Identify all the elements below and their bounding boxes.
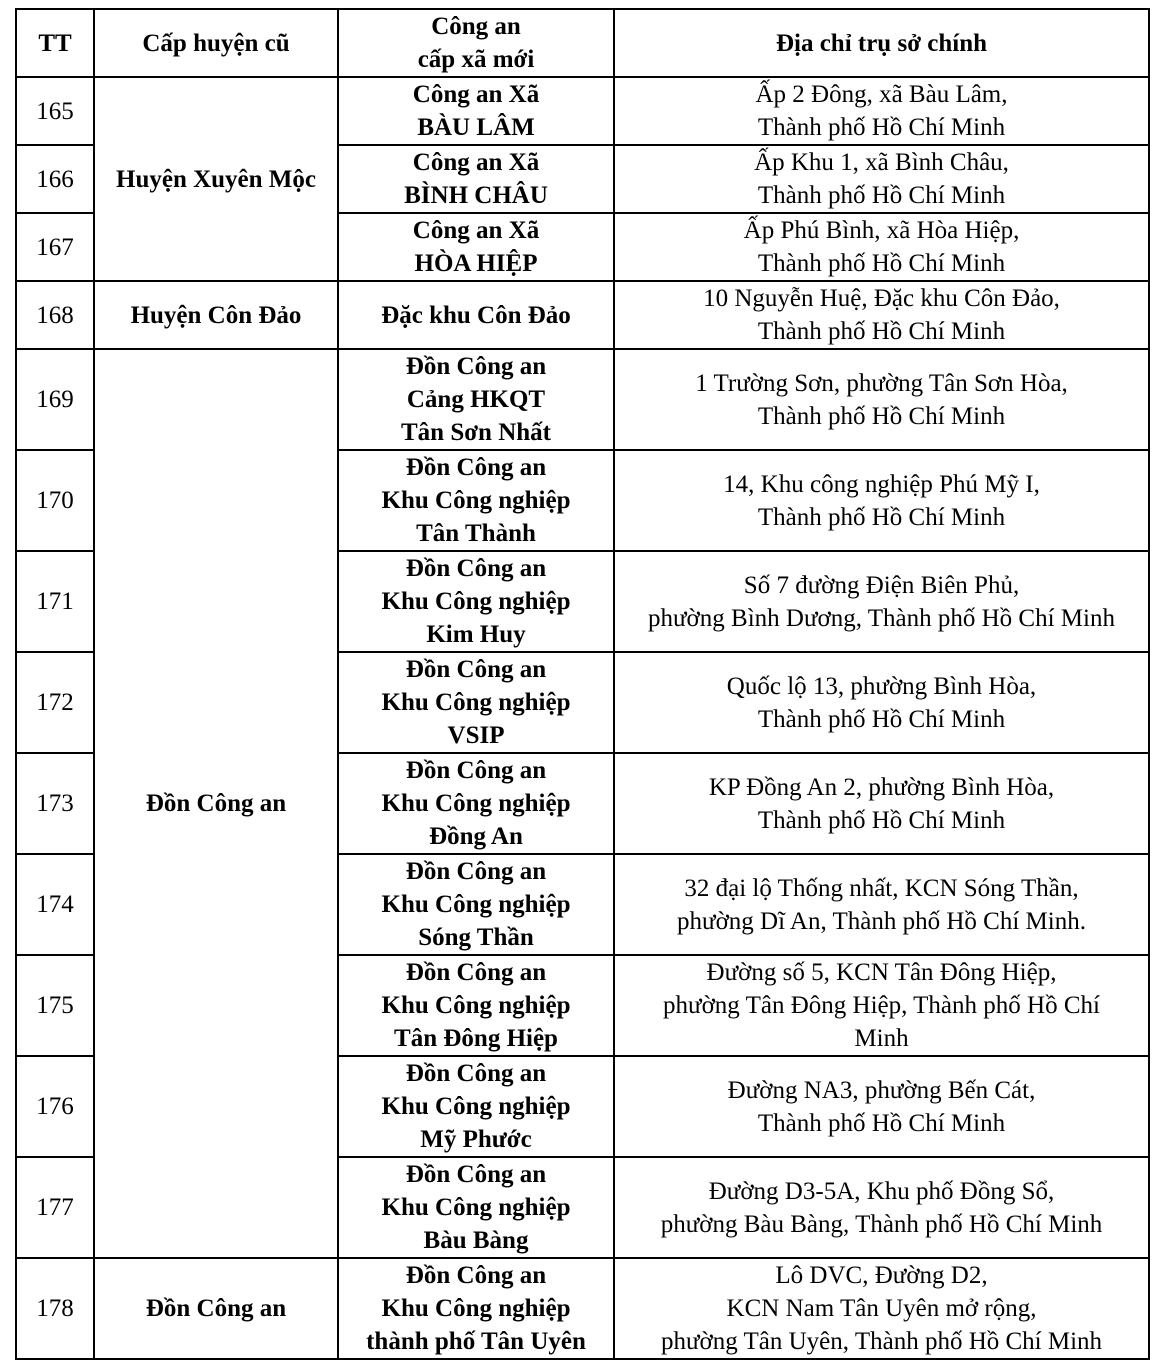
address-line: Đường số 5, KCN Tân Đông Hiệp, xyxy=(706,959,1057,986)
address-cell xyxy=(614,145,1149,213)
unit-line: Đồn Công an xyxy=(405,1161,547,1188)
table-row xyxy=(16,349,1149,450)
row-number: 171 xyxy=(16,551,94,652)
address-line: phường Tân Uyên, Thành phố Hồ Chí Minh xyxy=(660,1328,1103,1355)
unit-line: Đồn Công an xyxy=(405,454,547,481)
unit-line: VSIP xyxy=(447,722,505,749)
unit-line: Công an Xã xyxy=(412,149,540,176)
address-line: Đường D3-5A, Khu phố Đồng Sổ, xyxy=(708,1177,1055,1205)
address-line: Thành phố Hồ Chí Minh xyxy=(757,1109,1006,1137)
address-line: phường Bình Dương, Thành phố Hồ Chí Minh xyxy=(648,604,1115,632)
table-row xyxy=(16,281,1149,349)
unit-line: Đồn Công an xyxy=(405,858,547,885)
address-line: phường Dĩ An, Thành phố Hồ Chí Minh. xyxy=(677,907,1086,935)
unit-cell xyxy=(338,854,614,955)
unit-line: Khu Công nghiệp xyxy=(381,790,571,817)
row-number: 170 xyxy=(16,450,94,551)
unit-line: HÒA HIỆP xyxy=(414,250,538,277)
address-line: Ấp Khu 1, xã Bình Châu, xyxy=(754,149,1009,176)
unit-line: Đặc khu Côn Đảo xyxy=(381,301,571,329)
address-cell xyxy=(614,450,1149,551)
row-number: 176 xyxy=(16,1056,94,1157)
unit-line: Tân Đông Hiệp xyxy=(394,1025,558,1052)
unit-line: Đồn Công an xyxy=(405,1060,547,1087)
unit-line: Cảng HKQT xyxy=(406,386,546,413)
unit-line: Đồng An xyxy=(429,823,523,850)
unit-line: thành phố Tân Uyên xyxy=(366,1328,586,1355)
address-cell xyxy=(614,551,1149,652)
address-line: KCN Nam Tân Uyên mở rộng, xyxy=(726,1295,1037,1322)
row-number: 173 xyxy=(16,753,94,854)
address-line: Thành phố Hồ Chí Minh xyxy=(757,182,1006,209)
address-line: Thành phố Hồ Chí Minh xyxy=(757,402,1006,430)
header-row xyxy=(16,9,1149,77)
district-cell: Huyện Côn Đảo xyxy=(94,281,338,349)
address-line: 32 đại lộ Thống nhất, KCN Sóng Thần, xyxy=(684,874,1079,902)
address-line: KP Đồng An 2, phường Bình Hòa, xyxy=(708,773,1055,801)
unit-line: Khu Công nghiệp xyxy=(381,992,571,1019)
row-number: 175 xyxy=(16,955,94,1056)
unit-cell xyxy=(338,349,614,450)
row-number: 166 xyxy=(16,145,94,213)
unit-line: Mỹ Phước xyxy=(420,1126,532,1153)
row-number: 169 xyxy=(16,349,94,450)
header-address: Địa chỉ trụ sở chính xyxy=(614,9,1149,77)
unit-cell xyxy=(338,1157,614,1258)
unit-line: Đồn Công an xyxy=(405,353,547,380)
address-line: Thành phố Hồ Chí Minh xyxy=(757,503,1006,531)
unit-line: BÌNH CHÂU xyxy=(404,182,548,209)
address-line: Số 7 đường Điện Biên Phủ, xyxy=(743,571,1020,599)
unit-line: Khu Công nghiệp xyxy=(381,1194,571,1221)
address-line: Đường NA3, phường Bến Cát, xyxy=(727,1076,1036,1104)
address-line: Thành phố Hồ Chí Minh xyxy=(757,250,1006,277)
unit-line: Đồn Công an xyxy=(405,555,547,582)
header-unit-line: Công an xyxy=(431,13,521,40)
unit-line: Sóng Thần xyxy=(418,924,534,951)
unit-cell xyxy=(338,1056,614,1157)
unit-line: Khu Công nghiệp xyxy=(381,689,571,716)
header-district: Cấp huyện cũ xyxy=(94,9,338,77)
unit-cell xyxy=(338,652,614,753)
address-cell xyxy=(614,1157,1149,1258)
address-line: phường Bàu Bàng, Thành phố Hồ Chí Minh xyxy=(660,1210,1103,1238)
unit-line: Tân Thành xyxy=(416,520,536,547)
row-number: 177 xyxy=(16,1157,94,1258)
row-number: 165 xyxy=(16,77,94,145)
address-line: 1 Trường Sơn, phường Tân Sơn Hòa, xyxy=(695,369,1068,397)
row-number: 172 xyxy=(16,652,94,753)
address-line: Ấp 2 Đông, xã Bàu Lâm, xyxy=(755,81,1008,108)
unit-line: Khu Công nghiệp xyxy=(381,487,571,514)
address-line: 14, Khu công nghiệp Phú Mỹ I, xyxy=(723,470,1040,498)
district-cell: Đồn Công an xyxy=(94,1258,338,1359)
unit-line: Đồn Công an xyxy=(405,757,547,784)
address-cell xyxy=(614,753,1149,854)
unit-line: Kim Huy xyxy=(426,621,526,648)
address-line: Quốc lộ 13, phường Bình Hòa, xyxy=(726,672,1037,700)
table-row xyxy=(16,77,1149,145)
row-number: 167 xyxy=(16,213,94,281)
unit-cell xyxy=(338,145,614,213)
unit-cell xyxy=(338,77,614,145)
unit-line: Tân Sơn Nhất xyxy=(400,419,551,446)
unit-line: Bàu Bàng xyxy=(423,1227,529,1254)
address-cell xyxy=(614,955,1149,1056)
address-cell xyxy=(614,281,1149,349)
address-cell xyxy=(614,652,1149,753)
row-number: 174 xyxy=(16,854,94,955)
unit-line: Khu Công nghiệp xyxy=(381,588,571,615)
address-cell xyxy=(614,77,1149,145)
unit-line: Khu Công nghiệp xyxy=(381,891,571,918)
unit-cell xyxy=(338,1258,614,1359)
unit-line: Đồn Công an xyxy=(405,656,547,683)
unit-cell xyxy=(338,281,614,349)
header-tt: TT xyxy=(16,9,94,77)
unit-cell xyxy=(338,213,614,281)
unit-line: Công an Xã xyxy=(412,81,540,108)
unit-line: Khu Công nghiệp xyxy=(381,1093,571,1120)
unit-cell xyxy=(338,450,614,551)
district-cell: Đồn Công an xyxy=(94,349,338,1258)
unit-cell xyxy=(338,753,614,854)
address-cell xyxy=(614,1258,1149,1359)
header-unit-line: cấp xã mới xyxy=(417,46,535,73)
police-address-table xyxy=(15,8,1150,1360)
address-line: Thành phố Hồ Chí Minh xyxy=(757,806,1006,834)
unit-line: Khu Công nghiệp xyxy=(381,1295,571,1322)
address-line: Thành phố Hồ Chí Minh xyxy=(757,318,1006,345)
address-line: Ấp Phú Bình, xã Hòa Hiệp, xyxy=(743,217,1020,244)
unit-cell xyxy=(338,551,614,652)
address-line: Lô DVC, Đường D2, xyxy=(775,1262,988,1289)
row-number: 178 xyxy=(16,1258,94,1359)
address-cell xyxy=(614,213,1149,281)
address-cell xyxy=(614,349,1149,450)
address-line: Minh xyxy=(854,1025,909,1052)
table-row xyxy=(16,1258,1149,1359)
row-number: 168 xyxy=(16,281,94,349)
header-unit xyxy=(338,9,614,77)
unit-line: Đồn Công an xyxy=(405,959,547,986)
address-line: 10 Nguyễn Huệ, Đặc khu Côn Đảo, xyxy=(703,285,1060,312)
unit-cell xyxy=(338,955,614,1056)
unit-line: BÀU LÂM xyxy=(417,114,535,141)
address-line: phường Tân Đông Hiệp, Thành phố Hồ Chí xyxy=(663,992,1100,1019)
address-cell xyxy=(614,854,1149,955)
address-line: Thành phố Hồ Chí Minh xyxy=(757,705,1006,733)
address-cell xyxy=(614,1056,1149,1157)
address-line: Thành phố Hồ Chí Minh xyxy=(757,114,1006,141)
unit-line: Công an Xã xyxy=(412,217,540,244)
unit-line: Đồn Công an xyxy=(405,1262,547,1289)
district-cell: Huyện Xuyên Mộc xyxy=(94,77,338,281)
